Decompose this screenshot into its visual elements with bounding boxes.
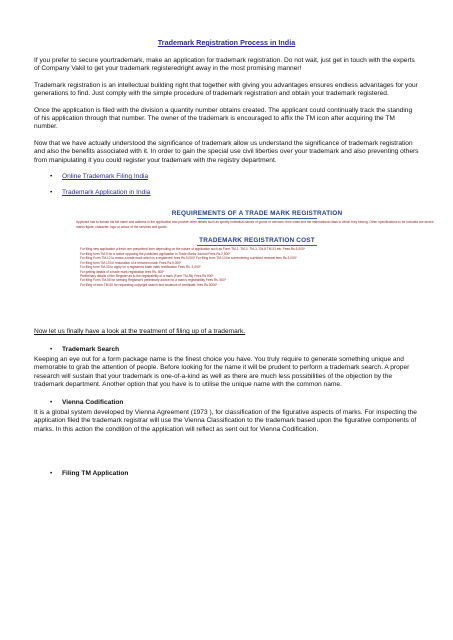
paragraph-intro: If you prefer to secure yourtrademark, make an application for trademark registration. Do not wait, just get in touch with the experts of Company Vakil to get your trademark registeredright away in the most promising manner! xyxy=(34,57,415,73)
infographic-heading-cost: TRADEMARK REGISTRATION COST xyxy=(199,236,315,244)
list-item xyxy=(62,173,419,181)
step-heading-filing-tm-application: • Filing TM Application xyxy=(34,470,419,478)
cost-item: For filing of form TM-60 for requesting copyright search and issuance of certificate, fees Rs.5000* xyxy=(80,282,218,287)
trademark-infographic xyxy=(64,206,450,318)
infographic-requirements-text: Applicant has to furnish his full name and address in the application and provide other details such as specify individual names of goods or services, their class and the international class to which they belong. Other specifications to be included are device marks figure, character, logo or colour of the services and goods. xyxy=(76,220,434,229)
cost-item: For filing Form TM-12 to renew a trade mark which is a registered: fees Rs.5,000* For filing form TM-10 for surrendering a deleted renewal fees Rs.3,000* xyxy=(80,256,297,261)
paragraph-ip-right: Trademark registration is an intellectual building right that together with giving you advantages ensures endless advantages for your generations to find. Just comply with the simple procedure of trademark registration and obtain your trademark registered. xyxy=(34,81,418,98)
cost-item: For getting details of a trade mark registration fees Rs. 500* xyxy=(80,269,165,274)
paragraph-tm-number: Once the application is filed with the division a quantity number obtains created. The applicant could continually track the standing of his application through that number. The owner of the trademark is encouraged to affix the TM icon after acquiring the TM number. xyxy=(34,106,413,131)
section-heading-filing: Now let us finally have a look at the treatment of filing up of a trademark. xyxy=(34,327,246,335)
cost-item: For filing new application a fresh one prescribed form depending on the nature of application such as Form TM-1, TM-2, TM-3, TM-8 TM-51 etc. Fees Rs.5,000* xyxy=(80,247,305,252)
step-text-vienna-codification: It is a global system developed by Vienna Agreement (1973 ), for classification of the figurative aspects of marks. For inspecting the application filed the trademark registrar will use the Vienna Classification to the trademark based upon the figurative components of marks. In this action the condition of the application will reflect as sent out for Vienna Codification. xyxy=(34,408,417,433)
step-heading-trademark-search: • Trademark Search xyxy=(34,346,419,354)
cost-item: For filing form TM-33 to apply for a registered trade mark rectification Fees Rs. 3,000* xyxy=(80,265,201,270)
divider xyxy=(197,245,317,246)
cost-item: For filing form TM-13 for restoration of a removed mark: Fees Rs.5,000* xyxy=(80,260,182,265)
spacer xyxy=(34,442,419,470)
step-text-trademark-search: Keeping an eye out for a form package name is the finest choice you have. You truly require to generate something unique and memorable to grab the attention of people. Before looking for the name it will be prudent to perform a trademark search. A proper research will sustain that your trademark is one-of-a-kind as well as there are much less possibilities of the objection by the trademark department. Another option that you have is to utilise the unique name with the common name. xyxy=(34,355,410,388)
link-list xyxy=(34,173,419,198)
cost-item: Preliminary details of the Register as to the registrability of a mark (Form TM-55) Fees Rs.500* xyxy=(80,273,214,278)
list-item xyxy=(62,189,419,197)
step-heading-vienna-codification: • Vienna Codification xyxy=(34,399,419,407)
link-online-trademark-filing[interactable]: Online Trademark Filing India xyxy=(62,173,149,181)
cost-item: For filing form TM-5 for a notice opposing the published application in Trade Marks Journal Fees Rs.2,500* xyxy=(80,251,231,256)
link-trademark-application[interactable]: Trademark Application in India xyxy=(62,189,151,197)
document-title: Trademark Registration Process in India xyxy=(157,38,296,47)
paragraph-significance: Now that we have actually understood the significance of trademark allow us understand the significance of trademark registration and also the benefits associated with it. In order to gain the special use civil liberties over your trademark and also preventing others from manipulating it you could register your trademark with the registry department. xyxy=(34,139,419,164)
divider xyxy=(197,218,317,219)
cost-item: For filing Form TM-55 for seeking Registrar's preliminary advice for a mark's registrability Fees Rs. 500* xyxy=(80,278,227,283)
infographic-heading-requirements: REQUIREMENTS OF A TRADE MARK REGISTRATION xyxy=(171,209,343,217)
infographic-cost-list xyxy=(80,247,434,287)
